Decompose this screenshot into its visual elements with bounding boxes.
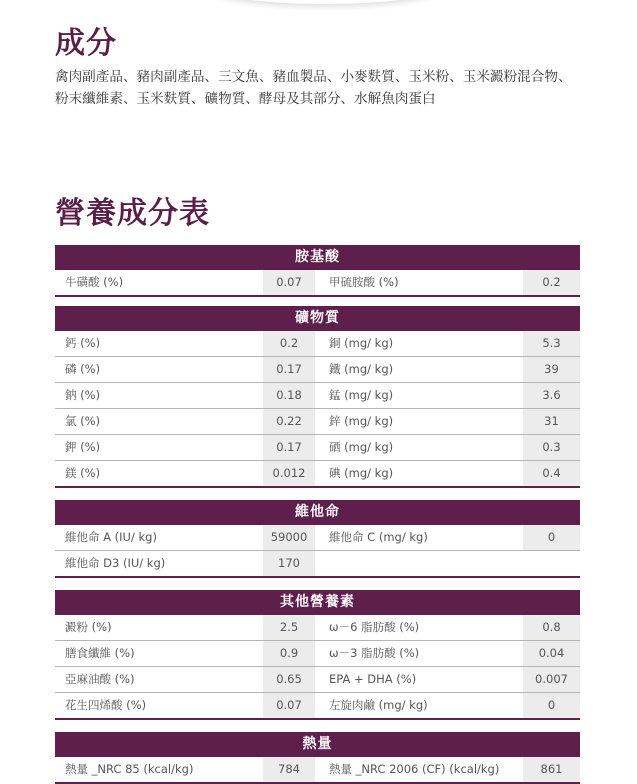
nutrient-name: 維他命 C (mg/ kg) [329, 530, 428, 544]
nutrient-value: 2.5 [263, 615, 315, 640]
section-gap [55, 488, 580, 500]
top-decorative-arc [210, 0, 440, 4]
nutrient-name: 銅 (mg/ kg) [329, 336, 394, 350]
table-row [55, 641, 580, 667]
ingredients-text: 禽肉副產品、豬肉副產品、三文魚、豬血製品、小麥麩質、玉米粉、玉米澱粉混合物、粉末纖維素、玉米麩質、礦物質、酵母及其部分、水解魚肉蛋白 [55, 69, 572, 107]
nutrient-name: ω－3 脂肪酸 (%) [329, 646, 420, 660]
nutrient-name [315, 551, 523, 576]
nutrient-name: 牛磺酸 (%) [65, 275, 124, 289]
table-row [55, 551, 580, 578]
nutrient-value: 0.07 [263, 693, 315, 718]
nutrient-value: 39 [523, 357, 580, 382]
nutrient-name: 鈣 (%) [65, 336, 101, 350]
section-gap [55, 297, 580, 306]
table-row [55, 270, 580, 297]
nutrient-name: 磷 (%) [65, 362, 101, 376]
nutrient-value: 0.2 [523, 270, 580, 295]
nutrient-name: 維他命 A (IU/ kg) [65, 530, 157, 544]
section-gap [55, 578, 580, 590]
nutrient-value: 0.012 [263, 461, 315, 486]
nutrient-value: 0.17 [263, 357, 315, 382]
section-header-amino-acids: 胺基酸 [55, 245, 580, 270]
nutrient-value: 0.07 [263, 270, 315, 295]
nutrient-value: 170 [263, 551, 315, 576]
nutrient-name: EPA + DHA (%) [329, 672, 417, 686]
table-row [55, 667, 580, 693]
nutrient-name: 鐵 (mg/ kg) [329, 362, 394, 376]
nutrient-value: 0.18 [263, 383, 315, 408]
nutrient-value: 861 [523, 757, 580, 782]
nutrient-value: 0 [523, 525, 580, 550]
nutrient-value: 3.6 [523, 383, 580, 408]
ingredients-title: 成分 [55, 26, 117, 61]
nutrition-table [55, 245, 580, 784]
section-header-energy: 熱量 [55, 732, 580, 757]
nutrient-value: 0.9 [263, 641, 315, 666]
nutrient-value: 0.4 [523, 461, 580, 486]
nutrient-name: 鉀 (%) [65, 440, 101, 454]
nutrient-value: 0.8 [523, 615, 580, 640]
table-row [55, 461, 580, 488]
nutrient-name: 鈉 (%) [65, 388, 101, 402]
table-row [55, 757, 580, 784]
nutrient-name: 鋅 (mg/ kg) [329, 414, 394, 428]
table-row [55, 383, 580, 409]
section-header-other-nutrients: 其他營養素 [55, 590, 580, 615]
nutrient-value: 5.3 [523, 331, 580, 356]
nutrient-name: 甲硫胺酸 (%) [329, 275, 399, 289]
table-row [55, 525, 580, 551]
nutrient-name: 熱量 _NRC 85 (kcal/kg) [65, 762, 194, 776]
table-row [55, 331, 580, 357]
nutrient-name: 氯 (%) [65, 414, 101, 428]
nutrient-value: 0.22 [263, 409, 315, 434]
nutrient-value: 0.007 [523, 667, 580, 692]
section-header-vitamins: 維他命 [55, 500, 580, 525]
empty-value-cell [523, 551, 580, 576]
nutrient-name: 鎂 (%) [65, 466, 101, 480]
nutrient-name: 亞麻油酸 (%) [65, 672, 135, 686]
nutrient-name: 澱粉 (%) [65, 620, 112, 634]
nutrient-value: 0.65 [263, 667, 315, 692]
nutrient-name: 硒 (mg/ kg) [329, 440, 394, 454]
nutrient-value: 0 [523, 693, 580, 718]
nutrient-name: 花生四烯酸 (%) [65, 698, 147, 712]
nutrient-name: 錳 (mg/ kg) [329, 388, 394, 402]
nutrient-value: 0.04 [523, 641, 580, 666]
nutrient-name: 左旋肉鹼 (mg/ kg) [329, 698, 428, 712]
section-header-minerals: 礦物質 [55, 306, 580, 331]
nutrient-name: ω－6 脂肪酸 (%) [329, 620, 420, 634]
nutrient-name: 膳食纖維 (%) [65, 646, 135, 660]
table-row [55, 693, 580, 720]
table-row [55, 357, 580, 383]
nutrient-value: 0.17 [263, 435, 315, 460]
table-row [55, 615, 580, 641]
nutrient-value: 59000 [263, 525, 315, 550]
nutrition-title: 營養成分表 [55, 196, 210, 231]
nutrient-value: 0.2 [263, 331, 315, 356]
nutrient-value: 31 [523, 409, 580, 434]
nutrient-value: 0.3 [523, 435, 580, 460]
nutrient-name: 熱量 _NRC 2006 (CF) (kcal/kg) [329, 762, 500, 776]
nutrient-name: 維他命 D3 (IU/ kg) [65, 556, 166, 570]
nutrient-name: 碘 (mg/ kg) [329, 466, 394, 480]
section-gap [55, 720, 580, 732]
table-row [55, 409, 580, 435]
nutrient-value: 784 [263, 757, 315, 782]
table-row [55, 435, 580, 461]
